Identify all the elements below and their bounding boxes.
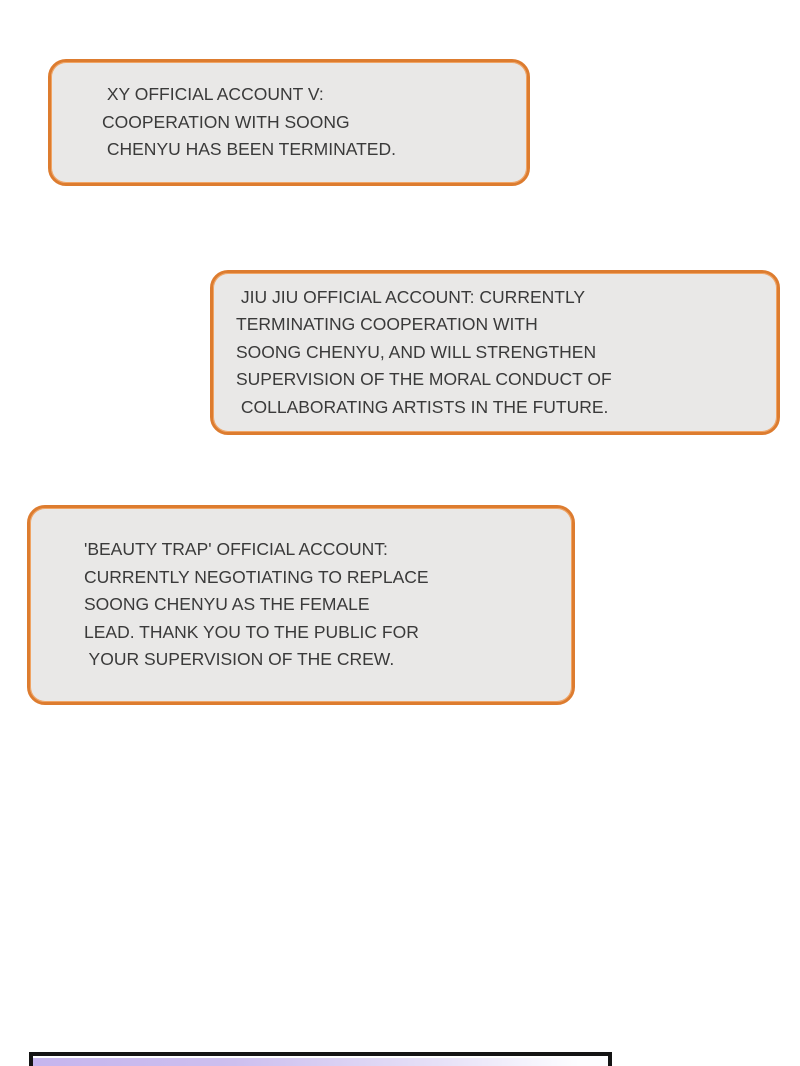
caption-line: LEAD. THANK YOU TO THE PUBLIC FOR (84, 621, 419, 642)
caption-box-beauty-trap-official (27, 505, 575, 705)
caption-line: SUPERVISION OF THE MORAL CONDUCT OF (236, 369, 612, 390)
caption-box-xy-official (48, 59, 530, 186)
next-comic-panel-gradient (33, 1056, 608, 1066)
caption-line: COOPERATION WITH SOONG (102, 111, 350, 132)
caption-line: TERMINATING COOPERATION WITH (236, 314, 538, 335)
caption-line: JIU JIU OFFICIAL ACCOUNT: CURRENTLY (236, 286, 586, 307)
next-comic-panel-partial (29, 1052, 612, 1066)
caption-line: CHENYU HAS BEEN TERMINATED. (102, 139, 396, 160)
caption-box-jiujiu-official (210, 270, 780, 435)
caption-line: XY OFFICIAL ACCOUNT V: (102, 84, 324, 105)
caption-line: 'BEAUTY TRAP' OFFICIAL ACCOUNT: (84, 539, 388, 560)
caption-line: YOUR SUPERVISION OF THE CREW. (84, 649, 395, 670)
caption-line: SOONG CHENYU, AND WILL STRENGTHEN (236, 341, 597, 362)
caption-line: CURRENTLY NEGOTIATING TO REPLACE (84, 566, 429, 587)
caption-line: COLLABORATING ARTISTS IN THE FUTURE. (236, 396, 609, 417)
caption-line: SOONG CHENYU AS THE FEMALE (84, 594, 370, 615)
